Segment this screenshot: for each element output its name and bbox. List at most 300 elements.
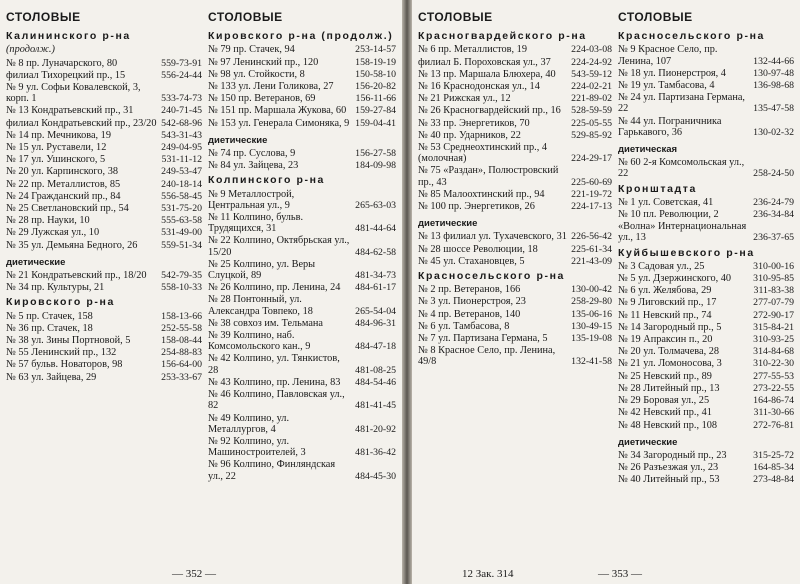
diet-subheading: диетические bbox=[618, 436, 678, 448]
listing-entry bbox=[208, 148, 396, 159]
listing-address: № 9 Металлострой, Центральная ул., 9 bbox=[208, 188, 295, 211]
listing-phone: 158-13-66 bbox=[161, 310, 202, 322]
column-header: СТОЛОВЫЕ bbox=[6, 10, 81, 24]
listing-entry bbox=[6, 118, 202, 129]
listing-entry bbox=[618, 80, 794, 91]
listing-address: № 14 Загородный пр., 5 bbox=[618, 321, 722, 333]
listing-address: № 14 пр. Мечникова, 19 bbox=[6, 129, 111, 141]
listing-address: № 24 Гражданский пр., 84 bbox=[6, 190, 121, 202]
right-column-2 bbox=[618, 12, 794, 487]
listing-phone: 156-11-66 bbox=[355, 93, 396, 105]
listing-phone: 542-68-96 bbox=[161, 117, 202, 129]
listing-phone: 531-49-00 bbox=[161, 227, 202, 239]
listing-address: № 3 ул. Пионерстроя, 23 bbox=[418, 296, 526, 308]
listing-entry bbox=[418, 142, 612, 164]
listing-phone: 481-34-73 bbox=[355, 270, 396, 282]
listing-phone: 559-51-34 bbox=[161, 239, 202, 251]
listing-address: № 42 Колпино, ул. Тянкистов, 28 bbox=[208, 353, 340, 376]
listing-address: № 8 пр. Луначарского, 80 bbox=[6, 57, 118, 69]
listing-entry bbox=[6, 227, 202, 238]
listing-phone: 224-24-92 bbox=[571, 56, 612, 68]
district-heading: Куйбышевского р-на bbox=[618, 246, 755, 259]
listing-phone: 159-04-41 bbox=[355, 117, 396, 129]
listing-phone: 277-55-53 bbox=[753, 370, 794, 382]
listing-phone: 531-11-12 bbox=[161, 154, 202, 166]
listing-address: № 20 ул. Карпинского, 38 bbox=[6, 166, 118, 178]
listing-phone: 481-41-45 bbox=[355, 400, 396, 412]
listing-entry bbox=[418, 321, 612, 332]
listing-address: № 96 Колпино, Финляндская ул., 22 bbox=[208, 459, 336, 482]
listing-entry bbox=[6, 311, 202, 322]
listing-phone: 253-33-67 bbox=[161, 371, 202, 383]
listing-phone: 556-58-45 bbox=[161, 190, 202, 202]
listing-entry bbox=[208, 389, 396, 411]
listing-address: № 28 шоссе Революции, 18 bbox=[418, 243, 538, 255]
listing-phone: 310-22-30 bbox=[753, 358, 794, 370]
listing-address: № 28 пр. Науки, 10 bbox=[6, 215, 90, 227]
continued-note: (продолж.) bbox=[6, 44, 55, 56]
listing-phone: 533-74-73 bbox=[161, 93, 202, 105]
listing-entry bbox=[6, 166, 202, 177]
listing-entry bbox=[208, 160, 396, 171]
listing-entry bbox=[618, 371, 794, 382]
listing-phone: 258-24-50 bbox=[753, 168, 794, 180]
listing-phone: 310-93-25 bbox=[753, 334, 794, 346]
listing-phone: 311-83-38 bbox=[753, 285, 794, 297]
listing-entry bbox=[618, 44, 794, 66]
listing-address: № 85 Малоохтинский пр., 94 bbox=[418, 188, 545, 200]
listing-address: № 74 пр. Суслова, 9 bbox=[208, 148, 296, 160]
diet-subheading: диетические bbox=[6, 256, 66, 268]
listing-address: филиал Кондратьевский пр., 23/20 bbox=[6, 117, 157, 129]
district-heading: Красносельского р-на bbox=[618, 30, 765, 43]
listing-entry bbox=[208, 212, 396, 234]
listing-address: № 19 Апраксин п., 20 bbox=[618, 334, 713, 346]
listing-entry bbox=[618, 285, 794, 296]
listing-phone: 559-73-91 bbox=[161, 57, 202, 69]
listing-address: № 36 пр. Стачек, 18 bbox=[6, 322, 93, 334]
listing-address: № 21 Рижская ул., 12 bbox=[418, 93, 511, 105]
listing-phone: 273-48-84 bbox=[753, 474, 794, 486]
listing-address: № 63 ул. Зайцева, 29 bbox=[6, 371, 97, 383]
district-heading: Колпинского р-на bbox=[208, 174, 325, 187]
listing-entry bbox=[208, 105, 396, 116]
listing-entry bbox=[418, 309, 612, 320]
listing-address: № 25 Невский пр., 89 bbox=[618, 370, 712, 382]
listing-address: № 133 ул. Лени Голикова, 27 bbox=[208, 81, 334, 93]
listing-entry bbox=[618, 322, 794, 333]
listing-address: № 26 Разъезжая ул., 23 bbox=[618, 462, 719, 474]
listing-entry bbox=[6, 282, 202, 293]
listing-address: № 98 ул. Стойкости, 8 bbox=[208, 68, 305, 80]
listing-address: № 55 Ленинский пр., 132 bbox=[6, 347, 117, 359]
listing-entry bbox=[418, 130, 612, 141]
listing-address: № 18 ул. Пионерстроя, 4 bbox=[618, 67, 726, 79]
listing-entry bbox=[418, 105, 612, 116]
listing-phone: 156-27-58 bbox=[355, 148, 396, 160]
listing-address: № 28 Понтонный, ул. Александра Товпеко, 18 bbox=[208, 294, 313, 317]
listing-entry bbox=[618, 474, 794, 485]
listing-address: № 46 Колпино, Павловская ул., 82 bbox=[208, 389, 345, 412]
listing-entry bbox=[418, 333, 612, 344]
listing-entry bbox=[6, 347, 202, 358]
listing-entry bbox=[618, 420, 794, 431]
listing-phone: 236-24-79 bbox=[753, 196, 794, 208]
listing-entry bbox=[418, 231, 612, 242]
listing-entry bbox=[418, 118, 612, 129]
listing-phone: 258-29-80 bbox=[571, 296, 612, 308]
listing-entry bbox=[618, 297, 794, 308]
listing-address: № 10 пл. Революции, 2 bbox=[618, 209, 719, 221]
listing-entry bbox=[418, 57, 612, 68]
listing-address: № 29 Лужская ул., 10 bbox=[6, 227, 100, 239]
listing-address: № 45 ул. Стахановцев, 5 bbox=[418, 255, 525, 267]
listing-address: № 24 ул. Партизана Германа, 22 bbox=[618, 92, 745, 115]
listing-address: № 35 ул. Демьяна Бедного, 26 bbox=[6, 239, 138, 251]
listing-address: № 21 ул. Ломоносова, 3 bbox=[618, 358, 722, 370]
listing-phone: 531-75-20 bbox=[161, 203, 202, 215]
listing-phone: 156-64-00 bbox=[161, 359, 202, 371]
listing-entry bbox=[208, 436, 396, 458]
listing-phone: 558-10-33 bbox=[161, 282, 202, 294]
listing-phone: 225-61-34 bbox=[571, 243, 612, 255]
diet-subheading: диетические bbox=[418, 218, 478, 230]
listing-address: № 26 Красногвардейский пр., 16 bbox=[418, 105, 561, 117]
printer-stamp: 12 Зак. 314 bbox=[462, 568, 514, 580]
listing-address: № 8 Красное Село, пр. Ленина, 49/8 bbox=[418, 345, 556, 368]
listing-entry bbox=[6, 191, 202, 202]
listing-entry bbox=[418, 296, 612, 307]
listing-entry bbox=[418, 256, 612, 267]
listing-phone: 159-27-84 bbox=[355, 105, 396, 117]
listing-address: № 6 пр. Металлистов, 19 bbox=[418, 44, 527, 56]
listing-phone: 252-55-58 bbox=[161, 322, 202, 334]
listing-address: № 20 ул. Толмачева, 28 bbox=[618, 346, 720, 358]
listing-address: № 25 Колпино, ул. Веры Слуцкой, 89 bbox=[208, 258, 316, 282]
listing-phone: 224-03-08 bbox=[571, 44, 612, 56]
listing-entry bbox=[6, 154, 202, 165]
listing-address: № 13 Кондратьевский пр., 31 bbox=[6, 105, 134, 117]
listing-address: № 13 пр. Маршала Блюхера, 40 bbox=[418, 68, 556, 80]
listing-phone: 135-19-08 bbox=[571, 333, 612, 345]
listing-entry bbox=[618, 221, 794, 243]
listing-phone: 253-14-57 bbox=[355, 44, 396, 56]
listing-phone: 225-05-55 bbox=[571, 117, 612, 129]
listing-entry bbox=[618, 157, 794, 179]
listing-address: № 29 Боровая ул., 25 bbox=[618, 395, 710, 407]
listing-entry bbox=[618, 261, 794, 272]
listing-entry bbox=[208, 118, 396, 129]
listing-address: № 11 Невский пр., 74 bbox=[618, 309, 712, 321]
listing-address: № 3 Садовая ул., 25 bbox=[618, 260, 705, 272]
listing-phone: 543-31-43 bbox=[161, 129, 202, 141]
listing-phone: 132-44-66 bbox=[753, 55, 794, 67]
listing-entry bbox=[6, 142, 202, 153]
listing-phone: 130-02-32 bbox=[753, 126, 794, 138]
listing-entry bbox=[208, 282, 396, 293]
listing-entry bbox=[6, 215, 202, 226]
listing-phone: 221-89-02 bbox=[571, 93, 612, 105]
listing-entry bbox=[618, 462, 794, 473]
listing-address: № 97 Ленинский пр., 120 bbox=[208, 56, 319, 68]
listing-address: № 153 ул. Генерала Симоняка, 9 bbox=[208, 117, 350, 129]
listing-entry bbox=[208, 235, 396, 257]
listing-entry bbox=[208, 318, 396, 329]
listing-address: № 22 Колпино, Октябрьская ул., 15/20 bbox=[208, 235, 350, 258]
listing-phone: 315-84-21 bbox=[753, 321, 794, 333]
listing-entry bbox=[418, 244, 612, 255]
listing-entry bbox=[6, 270, 202, 281]
listing-phone: 226-56-42 bbox=[571, 231, 612, 243]
page-number-left: — 352 — bbox=[172, 568, 216, 580]
listing-entry bbox=[208, 459, 396, 481]
listing-address: № 44 ул. Пограничника Гарькавого, 36 bbox=[618, 115, 722, 138]
listing-phone: 130-00-42 bbox=[571, 284, 612, 296]
listing-address: № 84 ул. Зайцева, 23 bbox=[208, 160, 299, 172]
listing-address: № 1 ул. Советская, 41 bbox=[618, 196, 714, 208]
column-header: СТОЛОВЫЕ bbox=[418, 10, 493, 24]
listing-entry bbox=[618, 273, 794, 284]
listing-phone: 225-60-69 bbox=[571, 176, 612, 188]
listing-entry bbox=[6, 179, 202, 190]
listing-entry bbox=[208, 189, 396, 211]
listing-address: № 25 Светлановский пр., 54 bbox=[6, 203, 129, 215]
right-column-1 bbox=[418, 12, 612, 369]
listing-address: филиал Тихорецкий пр., 15 bbox=[6, 69, 126, 81]
listing-address: № 100 пр. Энергетиков, 26 bbox=[418, 201, 535, 213]
listing-entry bbox=[6, 82, 202, 104]
listing-entry bbox=[6, 58, 202, 69]
listing-entry bbox=[6, 70, 202, 81]
listing-entry bbox=[618, 68, 794, 79]
listing-entry bbox=[618, 358, 794, 369]
listing-address: № 79 пр. Стачек, 94 bbox=[208, 44, 295, 56]
listing-phone: 240-71-45 bbox=[161, 105, 202, 117]
listing-entry bbox=[618, 310, 794, 321]
listing-phone: 236-37-65 bbox=[753, 232, 794, 244]
listing-phone: 158-08-44 bbox=[161, 335, 202, 347]
listing-phone: 529-85-92 bbox=[571, 129, 612, 141]
listing-address: № 16 Краснодонская ул., 14 bbox=[418, 81, 540, 93]
listing-address: № 2 пр. Ветеранов, 166 bbox=[418, 284, 521, 296]
listing-address: № 5 ул. Дзержинского, 40 bbox=[618, 273, 732, 285]
diet-subheading: диетические bbox=[208, 134, 268, 146]
listing-phone: 543-59-12 bbox=[571, 68, 612, 80]
listing-phone: 481-36-42 bbox=[355, 447, 396, 459]
listing-entry bbox=[208, 57, 396, 68]
listing-entry bbox=[618, 92, 794, 114]
listing-entry bbox=[208, 330, 396, 352]
listing-address: «Волна» Интернациональная ул., 13 bbox=[618, 221, 747, 244]
listing-address: № 48 Невский пр., 108 bbox=[618, 419, 718, 431]
listing-entry bbox=[418, 284, 612, 295]
listing-phone: 556-24-44 bbox=[161, 69, 202, 81]
column-header: СТОЛОВЫЕ bbox=[208, 10, 283, 24]
listing-address: № 38 совхоз им. Тельмана bbox=[208, 317, 323, 329]
listing-entry bbox=[6, 240, 202, 251]
listing-entry bbox=[618, 209, 794, 220]
listing-entry bbox=[418, 201, 612, 212]
district-heading: Красносельского р-на bbox=[418, 270, 565, 283]
listing-entry bbox=[6, 323, 202, 334]
listing-phone: 221-19-72 bbox=[571, 188, 612, 200]
listing-address: № 49 Колпино, ул. Металлургов, 4 bbox=[208, 412, 290, 435]
listing-phone: 184-09-98 bbox=[355, 160, 396, 172]
listing-phone: 265-63-03 bbox=[355, 199, 396, 211]
listing-entry bbox=[6, 372, 202, 383]
listing-address: № 13 филиал ул. Тухачевского, 31 bbox=[418, 231, 567, 243]
listing-address: № 26 Колпино, пр. Ленина, 24 bbox=[208, 282, 341, 294]
listing-entry bbox=[6, 105, 202, 116]
listing-entry bbox=[618, 450, 794, 461]
listing-phone: 310-95-85 bbox=[753, 273, 794, 285]
listing-entry bbox=[208, 81, 396, 92]
listing-address: № 7 ул. Партизана Германа, 5 bbox=[418, 333, 548, 345]
listing-phone: 481-20-92 bbox=[355, 423, 396, 435]
district-heading: Кронштадта bbox=[618, 182, 697, 195]
listing-entry bbox=[6, 335, 202, 346]
listing-phone: 314-84-68 bbox=[753, 346, 794, 358]
listing-address: № 38 ул. Зины Портновой, 5 bbox=[6, 335, 131, 347]
listing-phone: 311-30-66 bbox=[753, 407, 794, 419]
listing-phone: 224-29-17 bbox=[571, 153, 612, 165]
listing-entry bbox=[618, 346, 794, 357]
listing-address: филиал Б. Пороховская ул., 37 bbox=[418, 56, 551, 68]
listing-address: № 60 2-я Комсомольская ул., 22 bbox=[618, 157, 745, 180]
listing-phone: 484-45-30 bbox=[355, 470, 396, 482]
listing-phone: 240-18-14 bbox=[161, 178, 202, 190]
listing-address: № 39 Колпино, наб. Комсомольского кан., 9 bbox=[208, 330, 311, 353]
listing-phone: 484-54-46 bbox=[355, 376, 396, 388]
listing-address: № 11 Колпино, бульв. Трудящихся, 31 bbox=[208, 212, 304, 235]
listing-phone: 484-62-58 bbox=[355, 246, 396, 258]
listing-address: № 75 «Раздан», Полюстровский пр., 43 bbox=[418, 165, 559, 188]
listing-entry bbox=[208, 44, 396, 55]
listing-entry bbox=[208, 413, 396, 435]
listing-entry bbox=[618, 395, 794, 406]
listing-phone: 481-44-64 bbox=[355, 223, 396, 235]
listing-phone: 164-85-34 bbox=[753, 462, 794, 474]
listing-phone: 158-19-19 bbox=[355, 56, 396, 68]
book-gutter bbox=[402, 0, 412, 584]
district-heading: Кировского р-на bbox=[6, 296, 115, 309]
listing-address: № 34 Загородный пр., 23 bbox=[618, 449, 727, 461]
listing-entry bbox=[418, 81, 612, 92]
listing-entry bbox=[418, 44, 612, 55]
listing-phone: 249-04-95 bbox=[161, 142, 202, 154]
listing-entry bbox=[208, 377, 396, 388]
listing-address: № 9 Лиговский пр., 17 bbox=[618, 297, 717, 309]
listing-phone: 272-90-17 bbox=[753, 309, 794, 321]
listing-entry bbox=[6, 359, 202, 370]
listing-address: № 40 пр. Ударников, 22 bbox=[418, 129, 521, 141]
listing-address: № 9 ул. Софьи Ковалевской, 3, корп. 1 bbox=[6, 82, 141, 105]
page-number-right: — 353 — bbox=[598, 568, 642, 580]
listing-phone: 135-47-58 bbox=[753, 103, 794, 115]
listing-phone: 484-96-31 bbox=[355, 317, 396, 329]
listing-entry bbox=[208, 93, 396, 104]
district-heading: Кировского р-на (продолж.) bbox=[208, 30, 394, 43]
listing-entry bbox=[208, 353, 396, 375]
listing-phone: 130-97-48 bbox=[753, 67, 794, 79]
listing-phone: 273-22-55 bbox=[753, 382, 794, 394]
listing-phone: 484-47-18 bbox=[355, 341, 396, 353]
listing-address: № 28 Литейный пр., 13 bbox=[618, 382, 720, 394]
listing-address: № 53 Среднеохтинский пр., 4 (молочная) bbox=[418, 142, 548, 165]
listing-phone: 555-63-58 bbox=[161, 215, 202, 227]
listing-phone: 236-34-84 bbox=[753, 209, 794, 221]
listing-phone: 135-06-16 bbox=[571, 308, 612, 320]
listing-phone: 484-61-17 bbox=[355, 282, 396, 294]
listing-entry bbox=[618, 383, 794, 394]
listing-address: № 33 пр. Энергетиков, 70 bbox=[418, 117, 530, 129]
listing-entry bbox=[418, 345, 612, 367]
listing-address: № 15 ул. Руставели, 12 bbox=[6, 142, 107, 154]
listing-phone: 249-53-47 bbox=[161, 166, 202, 178]
listing-phone: 224-02-21 bbox=[571, 81, 612, 93]
left-column-1 bbox=[6, 12, 202, 384]
page-353 bbox=[412, 0, 800, 584]
diet-subheading: диетическая bbox=[618, 144, 678, 156]
listing-entry bbox=[208, 294, 396, 316]
listing-address: № 42 Невский пр., 41 bbox=[618, 407, 712, 419]
listing-address: № 21 Кондратьевский пр., 18/20 bbox=[6, 270, 147, 282]
listing-phone: 542-79-35 bbox=[161, 270, 202, 282]
listing-address: № 4 пр. Ветеранов, 140 bbox=[418, 308, 521, 320]
listing-entry bbox=[208, 259, 396, 281]
listing-address: № 9 Красное Село, пр. Ленина, 107 bbox=[618, 44, 718, 67]
listing-phone: 528-59-59 bbox=[571, 105, 612, 117]
left-column-2 bbox=[208, 12, 396, 483]
listing-address: № 17 ул. Ушинского, 5 bbox=[6, 154, 106, 166]
listing-address: № 6 ул. Желябова, 29 bbox=[618, 285, 712, 297]
listing-phone: 132-41-58 bbox=[571, 356, 612, 368]
listing-phone: 164-86-74 bbox=[753, 395, 794, 407]
listing-entry bbox=[618, 334, 794, 345]
listing-address: № 19 ул. Тамбасова, 4 bbox=[618, 80, 715, 92]
listing-address: № 57 бульв. Новаторов, 98 bbox=[6, 359, 123, 371]
listing-phone: 254-88-83 bbox=[161, 347, 202, 359]
listing-entry bbox=[618, 197, 794, 208]
listing-phone: 136-98-68 bbox=[753, 80, 794, 92]
listing-address: № 22 пр. Металлистов, 85 bbox=[6, 178, 121, 190]
listing-phone: 272-76-81 bbox=[753, 419, 794, 431]
listing-entry bbox=[418, 93, 612, 104]
column-header: СТОЛОВЫЕ bbox=[618, 10, 693, 24]
listing-entry bbox=[6, 130, 202, 141]
listing-address: № 34 пр. Культуры, 21 bbox=[6, 282, 105, 294]
district-heading: Красногвардейского р-на bbox=[418, 30, 587, 43]
listing-address: № 92 Колпино, ул. Машиностроителей, 3 bbox=[208, 435, 306, 459]
listing-phone: 315-25-72 bbox=[753, 449, 794, 461]
listing-phone: 221-43-09 bbox=[571, 255, 612, 267]
listing-phone: 481-08-25 bbox=[355, 364, 396, 376]
listing-address: № 151 пр. Маршала Жукова, 60 bbox=[208, 105, 347, 117]
listing-entry bbox=[618, 407, 794, 418]
listing-address: № 6 ул. Тамбасова, 8 bbox=[418, 320, 510, 332]
listing-address: № 43 Колпино, пр. Ленина, 83 bbox=[208, 376, 341, 388]
district-heading: Калининского р-на bbox=[6, 30, 131, 43]
listing-entry bbox=[6, 203, 202, 214]
listing-entry bbox=[618, 116, 794, 138]
listing-entry bbox=[208, 69, 396, 80]
listing-address: № 5 пр. Стачек, 158 bbox=[6, 310, 93, 322]
listing-address: № 40 Литейный пр., 53 bbox=[618, 474, 720, 486]
listing-phone: 310-00-16 bbox=[753, 260, 794, 272]
listing-entry bbox=[418, 165, 612, 187]
listing-phone: 277-07-79 bbox=[753, 297, 794, 309]
listing-phone: 156-20-82 bbox=[355, 81, 396, 93]
